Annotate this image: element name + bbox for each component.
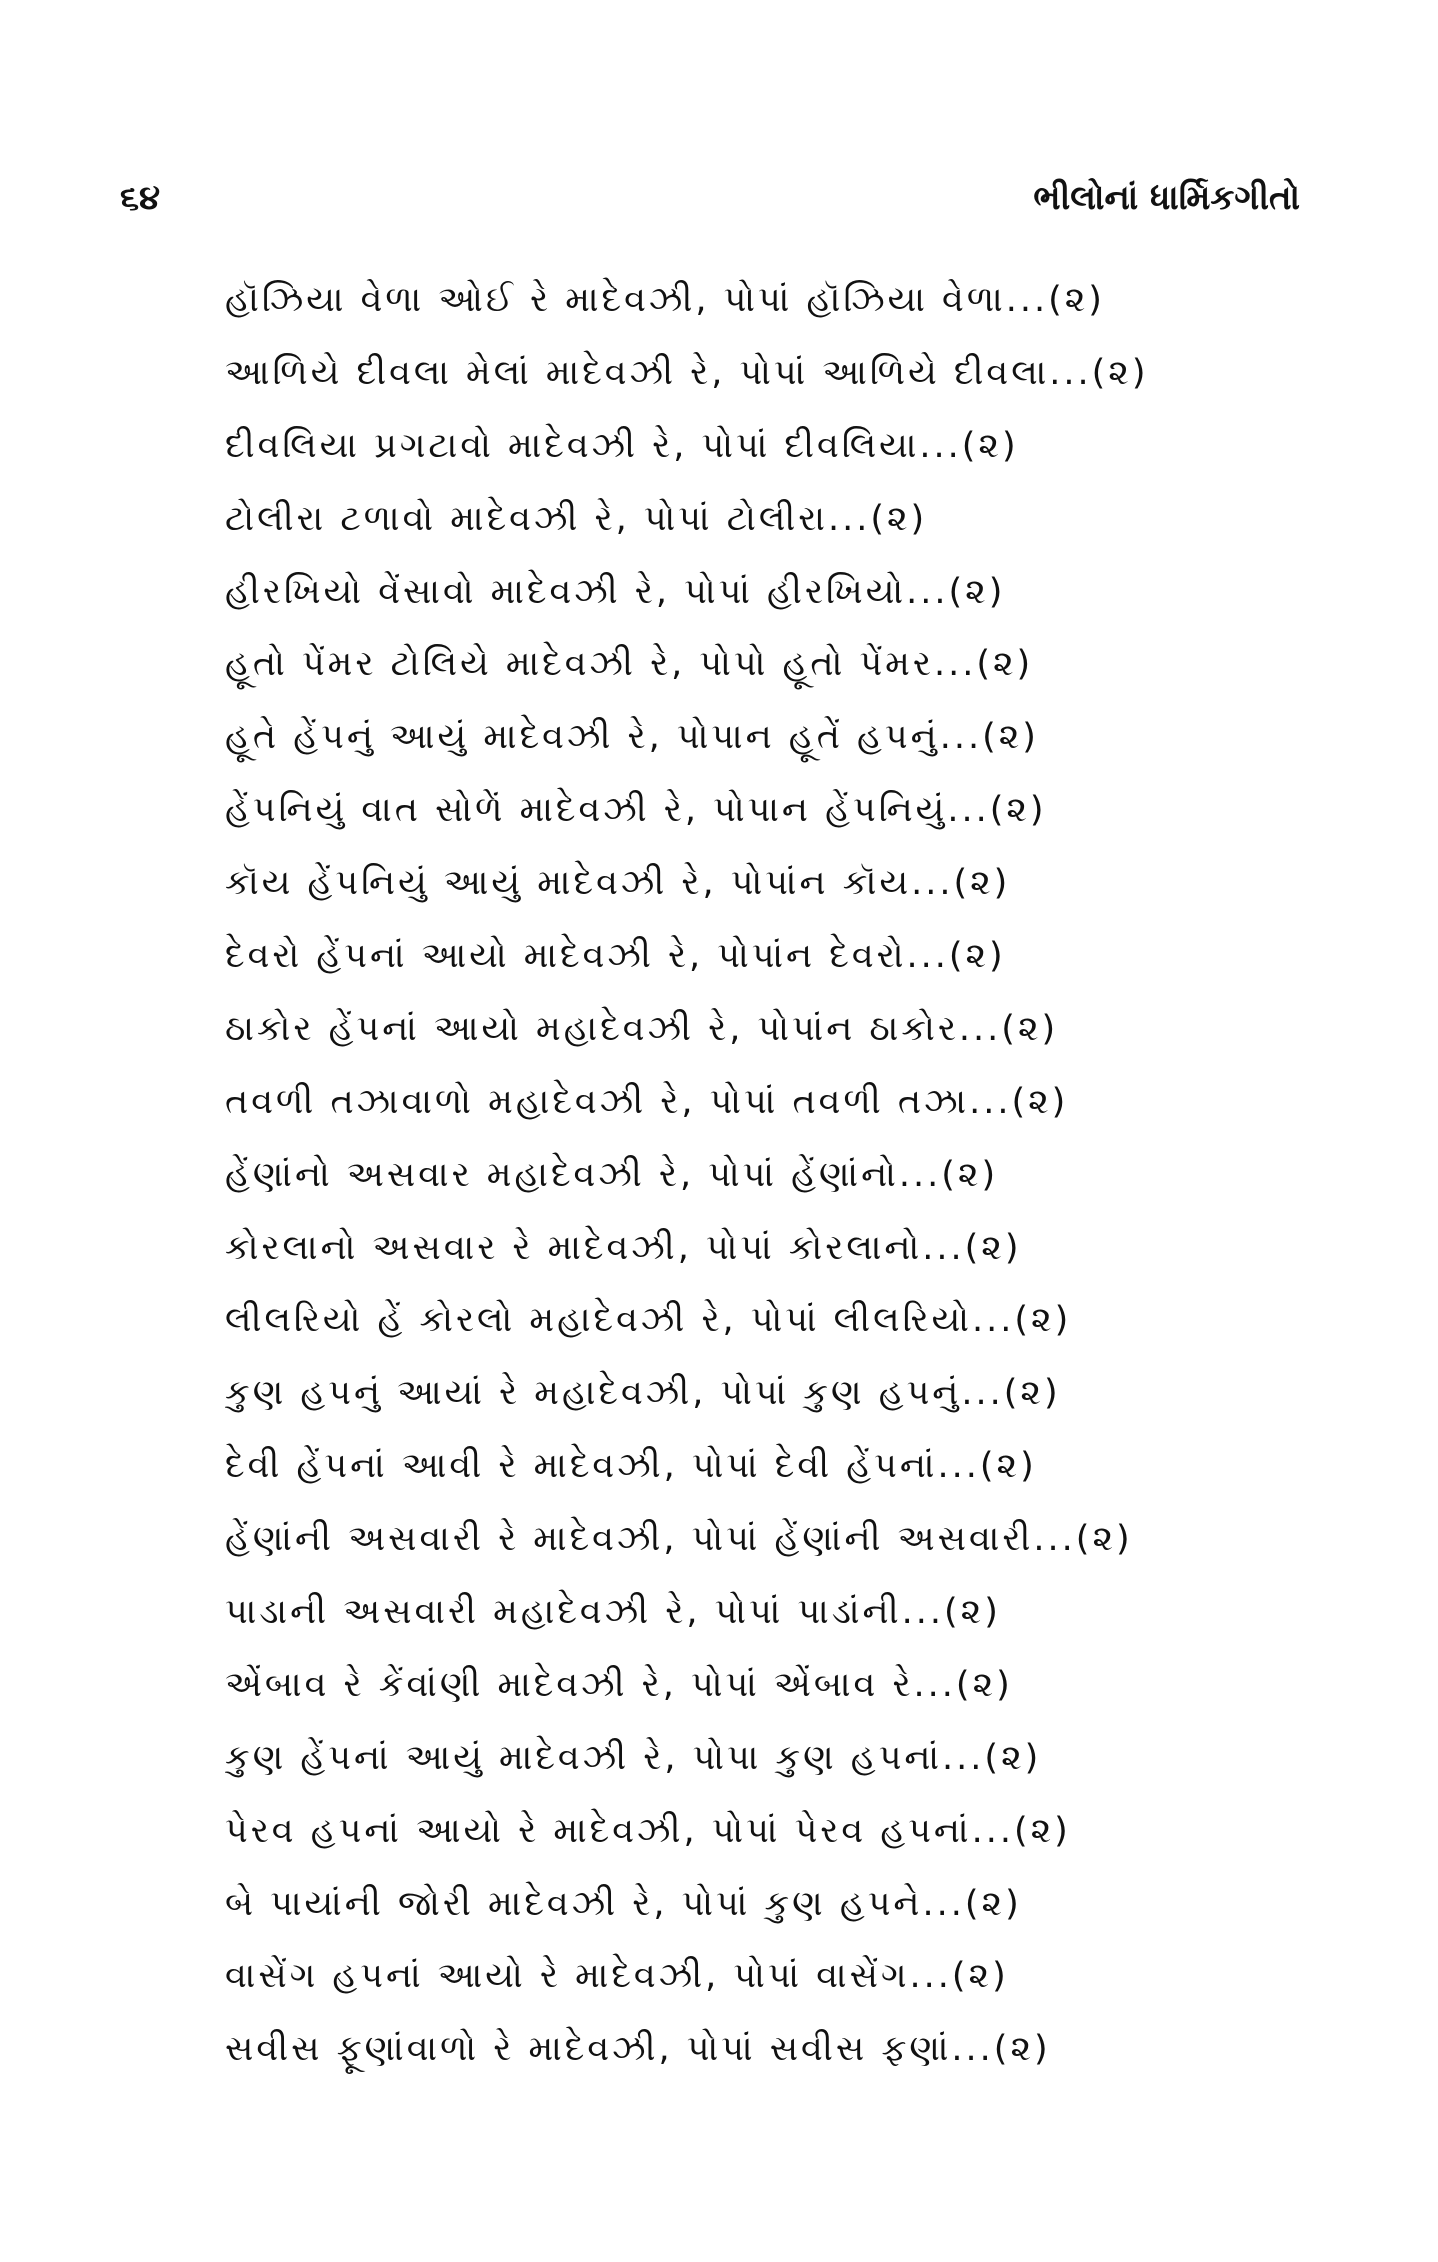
verse-line: હૂતો પેંમર ટોલિયે માદેવઝી રે, પોપો હૂતો પેંમર...(૨) xyxy=(225,644,1034,685)
verse-line: આળિયે દીવલા મેલાં માદેવઝી રે, પોપાં આળિયે દીવલા...(૨) xyxy=(225,352,1149,393)
verse-line: હૂતે હેંપનું આયું માદેવઝી રે, પોપાન હૂતેં હપનું...(૨) xyxy=(225,717,1039,758)
verse-line: દેવી હેંપનાં આવી રે માદેવઝી, પોપાં દેવી હેંપનાં...(૨) xyxy=(225,1446,1037,1487)
verse-line: દીવલિયા પ્રગટાવો માદેવઝી રે, પોપાં દીવલિયા...(૨) xyxy=(225,425,1019,466)
verse-line: તવળી તઝાવાળો મહાદેવઝી રે, પોપાં તવળી તઝા...(૨) xyxy=(225,1081,1069,1122)
verse-line: સવીસ ફૂણાંવાળો રે માદેવઝી, પોપાં સવીસ ફણાં...(૨) xyxy=(225,2029,1051,2070)
verse-line: દેવરો હેંપનાં આયો માદેવઝી રે, પોપાંન દેવરો...(૨) xyxy=(225,936,1006,977)
verse-line: કુણ હપનું આયાં રે મહાદેવઝી, પોપાં કુણ હપનું...(૨) xyxy=(225,1373,1061,1414)
verse-line: કોરલાનો અસવાર રે માદેવઝી, પોપાં કોરલાનો...(૨) xyxy=(225,1227,1022,1268)
verse-line: લીલરિયો હેં કોરલો મહાદેવઝી રે, પોપાં લીલરિયો...(૨) xyxy=(225,1300,1072,1341)
page-header xyxy=(120,178,1300,238)
verse-line: હેંપનિયું વાત સોળેં માદેવઝી રે, પોપાન હેંપનિયું...(૨) xyxy=(225,790,1047,831)
verse-line: બે પાયાંની જોરી માદેવઝી રે, પોપાં કુણ હપને...(૨) xyxy=(225,1883,1022,1924)
song-verses xyxy=(225,275,1225,2097)
verse-line: હેંણાંનો અસવાર મહાદેવઝી રે, પોપાં હેંણાંનો...(૨) xyxy=(225,1154,999,1195)
running-title: ભીલોનાં ધાર્મિકગીતો xyxy=(1033,178,1300,218)
page-number: ૬૪ xyxy=(120,178,161,218)
verse-line: કુણ હેંપનાં આયું માદેવઝી રે, પોપા કુણ હપનાં...(૨) xyxy=(225,1737,1042,1778)
verse-line: વાસેંગ હપનાં આયો રે માદેવઝી, પોપાં વાસેંગ...(૨) xyxy=(225,1956,1009,1997)
verse-line: ઠાકોર હેંપનાં આયો મહાદેવઝી રે, પોપાંન ઠાકોર...(૨) xyxy=(225,1008,1059,1049)
verse-line: ટોલીરા ટળાવો માદેવઝી રે, પોપાં ટોલીરા...(૨) xyxy=(225,498,928,539)
verse-line: હીરખિયો વેંસાવો માદેવઝી રે, પોપાં હીરખિયો...(૨) xyxy=(225,571,1006,612)
verse-line: કૉય હેંપનિયું આયું માદેવઝી રે, પોપાંન કૉય...(૨) xyxy=(225,863,1011,904)
verse-line: હેંણાંની અસવારી રે માદેવઝી, પોપાં હેંણાંની અસવારી...(૨) xyxy=(225,1519,1133,1560)
verse-line: હૉઝિયા વેળા ઓઈ રે માદેવઝી, પોપાં હૉઝિયા વેળા...(૨) xyxy=(225,280,1105,320)
verse-line: પેરવ હપનાં આયો રે માદેવઝી, પોપાં પેરવ હપનાં...(૨) xyxy=(225,1810,1071,1851)
verse-line: એંબાવ રે કેંવાંણી માદેવઝી રે, પોપાં એંબાવ રે...(૨) xyxy=(225,1664,1013,1705)
verse-line: પાડાની અસવારી મહાદેવઝી રે, પોપાં પાડાંની...(૨) xyxy=(225,1592,1001,1633)
